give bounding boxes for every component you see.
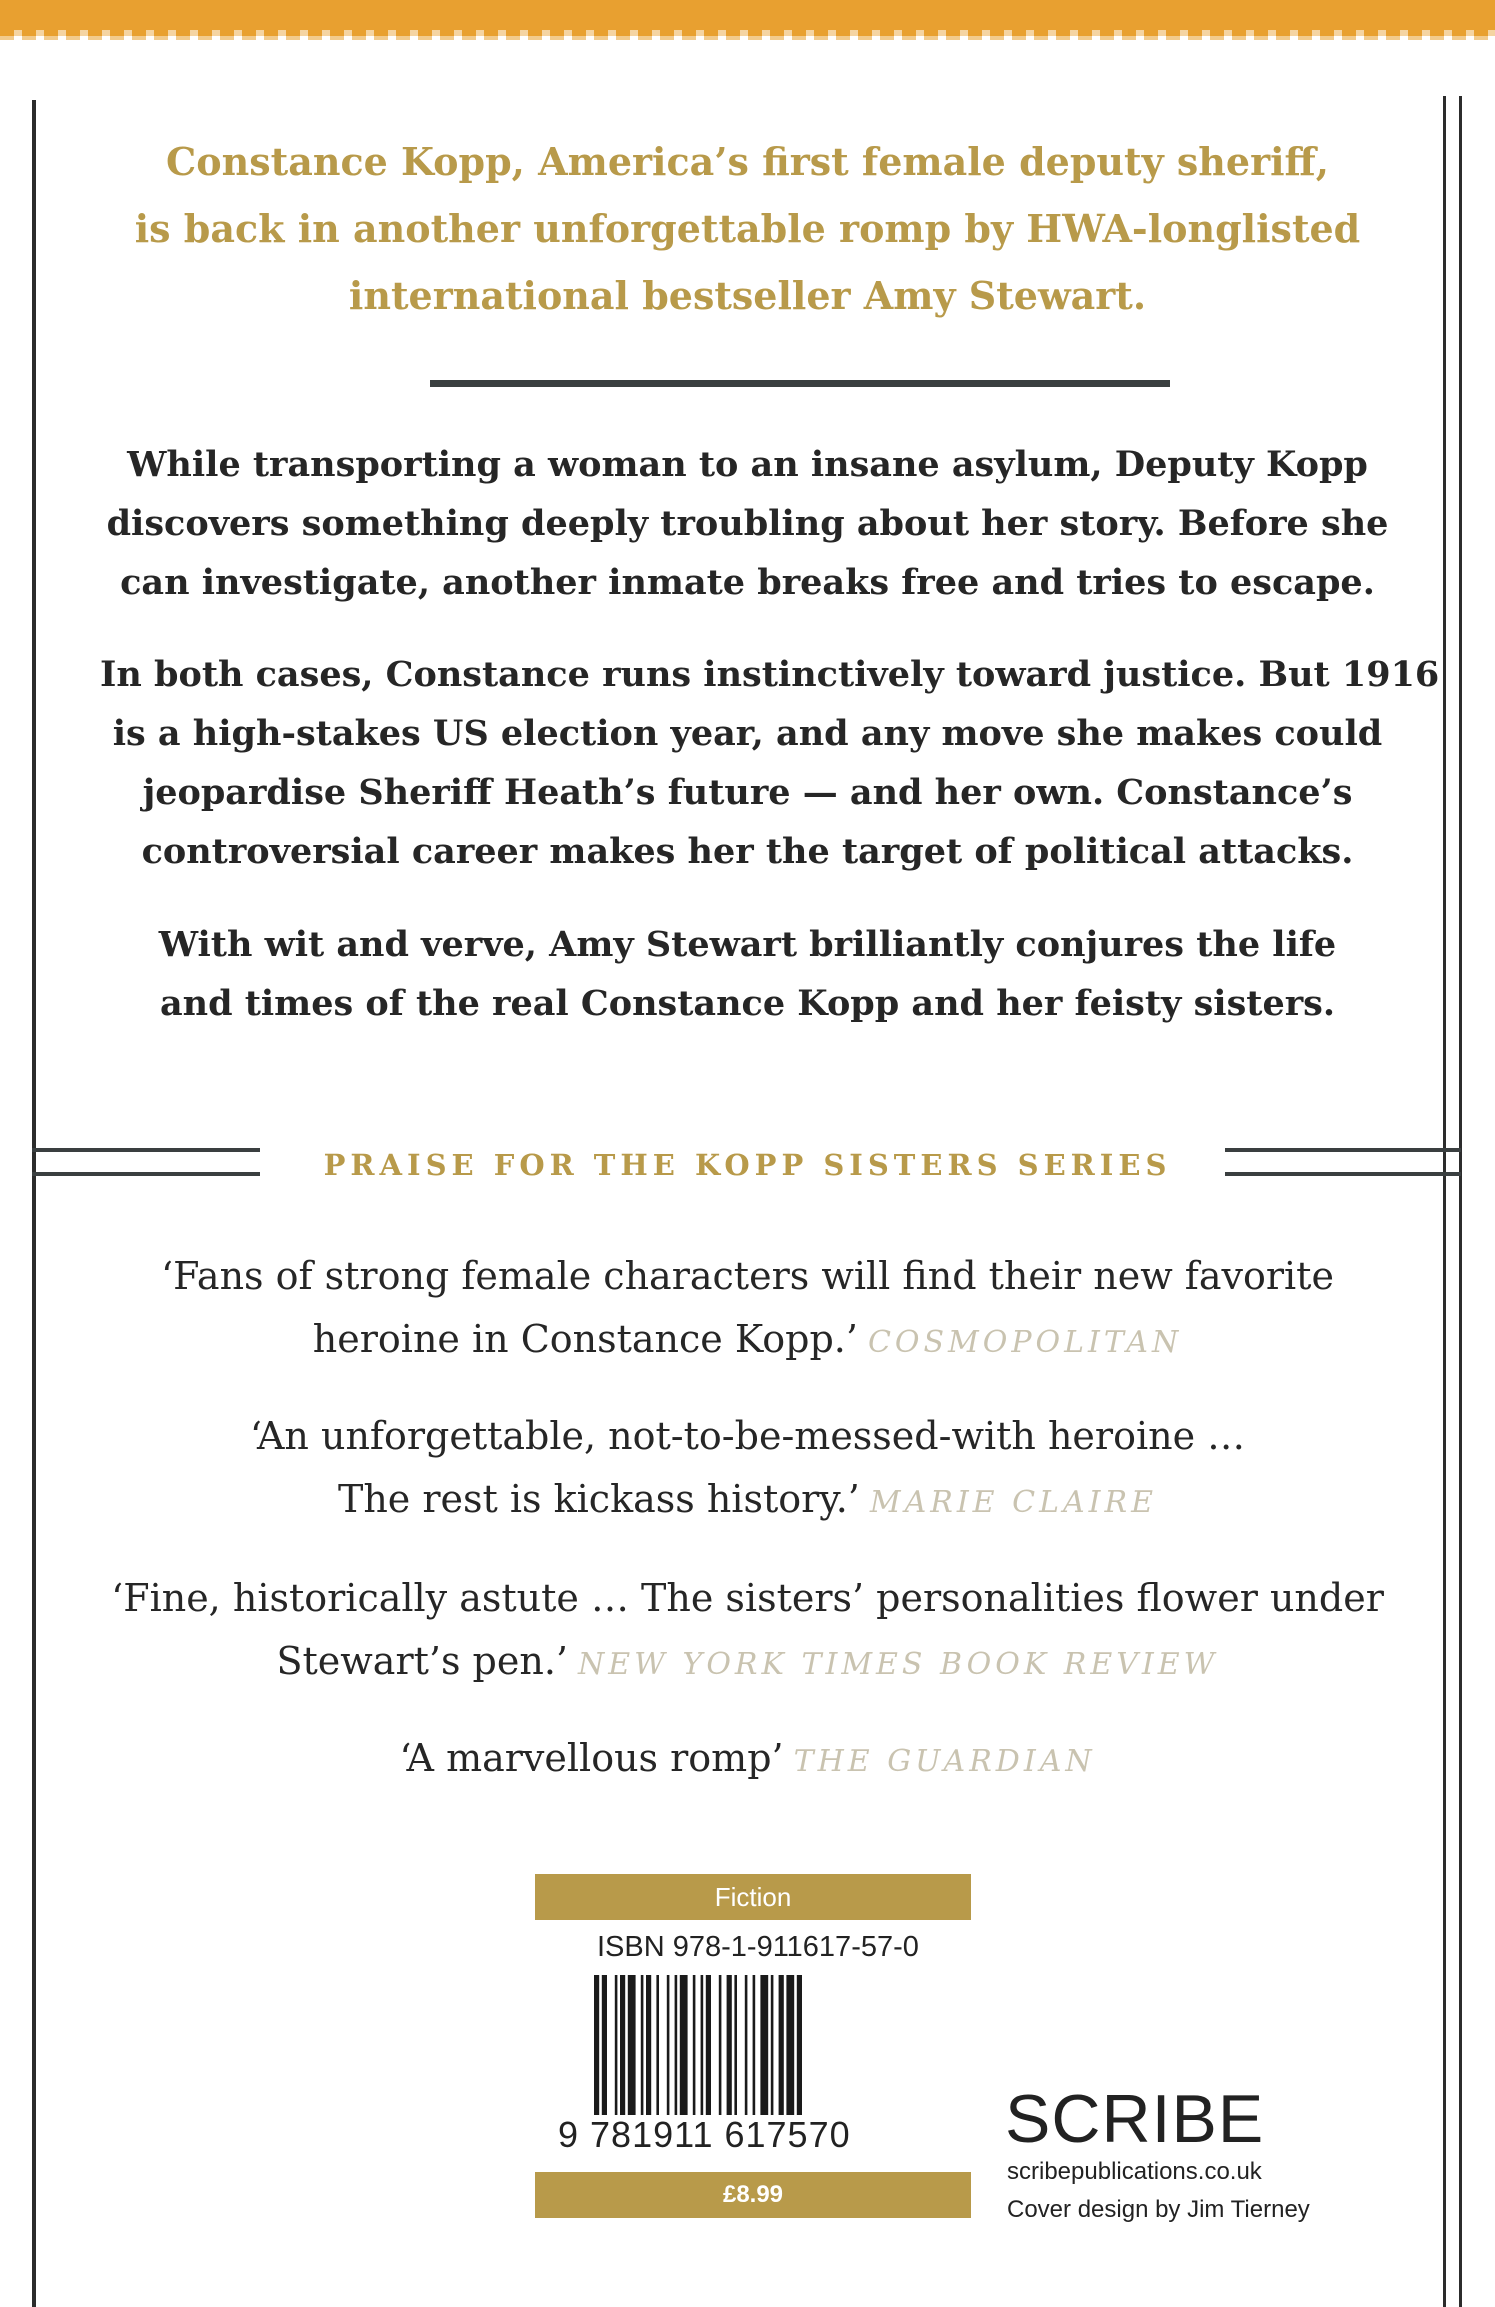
barcode-bar — [667, 1975, 670, 2115]
barcode-bar — [760, 1975, 768, 2115]
publisher-logo: SCRIBE — [1005, 2081, 1265, 2157]
barcode-bar — [675, 1975, 678, 2115]
quote-line: Stewart’s pen.’ NEW YORK TIMES BOOK REVIEW — [276, 1639, 1219, 1683]
blurb-paragraph-3 — [100, 915, 1395, 1033]
barcode-bar — [594, 1975, 599, 2115]
top-divider-rule — [430, 380, 1170, 387]
quote-source: COSMOPOLITAN — [867, 1325, 1183, 1360]
lead-line: international bestseller Amy Stewart. — [348, 273, 1147, 318]
price-label: £8.99 — [535, 2172, 971, 2218]
barcode-bar — [771, 1975, 774, 2115]
blurb-line: In both cases, Constance runs instinctively toward justice. But 1916 — [100, 654, 1440, 695]
publisher-website: scribepublications.co.uk — [1007, 2158, 1262, 2185]
barcode-bar — [641, 1975, 644, 2115]
quote-line: ‘An unforgettable, not-to-be-messed-with heroine … — [249, 1414, 1246, 1458]
barcode-bar — [706, 1975, 711, 2115]
barcode-bar — [602, 1975, 607, 2115]
barcode-bar — [779, 1975, 784, 2115]
blurb-line: jeopardise Sheriff Heath’s future — and her own. Constance’s — [142, 772, 1353, 813]
blurb-line: While transporting a woman to an insane asylum, Deputy Kopp — [127, 444, 1368, 485]
blurb-line: and times of the real Constance Kopp and her feisty sisters. — [159, 983, 1336, 1024]
barcode-bar — [734, 1975, 737, 2115]
barcode-bar — [620, 1975, 625, 2115]
quote-line: The rest is kickass history.’ MARIE CLAIRE — [337, 1477, 1157, 1521]
quote-line: ‘A marvellous romp’ THE GUARDIAN — [399, 1736, 1096, 1780]
blurb-paragraph-2 — [100, 645, 1440, 881]
quote-3 — [60, 1567, 1435, 1696]
barcode-bar — [719, 1975, 722, 2115]
quote-source: MARIE CLAIRE — [869, 1485, 1157, 1520]
right-frame-line-outer — [1459, 96, 1462, 2307]
cover-credit: Cover design by Jim Tierney — [1007, 2196, 1310, 2223]
quote-4 — [60, 1727, 1435, 1793]
barcode-bar — [680, 1975, 688, 2115]
isbn-text: ISBN 978-1-911617-57-0 — [597, 1931, 919, 1963]
barcode-bar — [656, 1975, 659, 2115]
quote-line: ‘Fine, historically astute … The sisters’ personalities flower under — [111, 1576, 1384, 1620]
blurb-paragraph-1 — [100, 435, 1395, 612]
blurb-line: controversial career makes her the target of political attacks. — [141, 831, 1354, 872]
barcode — [592, 1975, 925, 2115]
barcode-digits: 9 781911 617570 — [558, 2114, 851, 2155]
blurb-line: With wit and verve, Amy Stewart brilliantly conjures the life — [158, 924, 1337, 965]
praise-heading: PRAISE FOR THE KOPP SISTERS SERIES — [323, 1148, 1172, 1182]
barcode-bar — [693, 1975, 696, 2115]
barcode-bar — [797, 1975, 802, 2115]
quote-line: ‘Fans of strong female characters will find their new favorite — [161, 1254, 1334, 1298]
blurb-line: discovers something deeply troubling about her story. Before she — [106, 503, 1389, 544]
barcode-bar — [646, 1975, 651, 2115]
genre-label: Fiction — [535, 1874, 971, 1920]
quote-2 — [60, 1405, 1435, 1534]
left-frame-line — [32, 100, 36, 2307]
lead-line: Constance Kopp, America’s first female deputy sheriff, — [166, 139, 1329, 184]
barcode-bar — [786, 1975, 794, 2115]
barcode-bar — [628, 1975, 636, 2115]
quote-source: THE GUARDIAN — [793, 1744, 1096, 1779]
lead-line: is back in another unforgettable romp by HWA-longlisted — [134, 206, 1361, 251]
right-frame-line-inner — [1443, 96, 1446, 2307]
barcode-bar — [727, 1975, 732, 2115]
barcode-bar — [745, 1975, 748, 2115]
lead-text — [110, 128, 1385, 329]
barcode-bar — [753, 1975, 756, 2115]
barcode-bar — [615, 1975, 618, 2115]
quote-1 — [60, 1245, 1435, 1374]
blurb-line: can investigate, another inmate breaks free and tries to escape. — [120, 562, 1375, 603]
barcode-bar — [701, 1975, 704, 2115]
blurb-line: is a high-stakes US election year, and any move she makes could — [112, 713, 1383, 754]
quote-line: heroine in Constance Kopp.’ COSMOPOLITAN — [312, 1317, 1183, 1361]
top-strip-edge — [0, 30, 1495, 40]
quote-source: NEW YORK TIMES BOOK REVIEW — [578, 1647, 1219, 1682]
